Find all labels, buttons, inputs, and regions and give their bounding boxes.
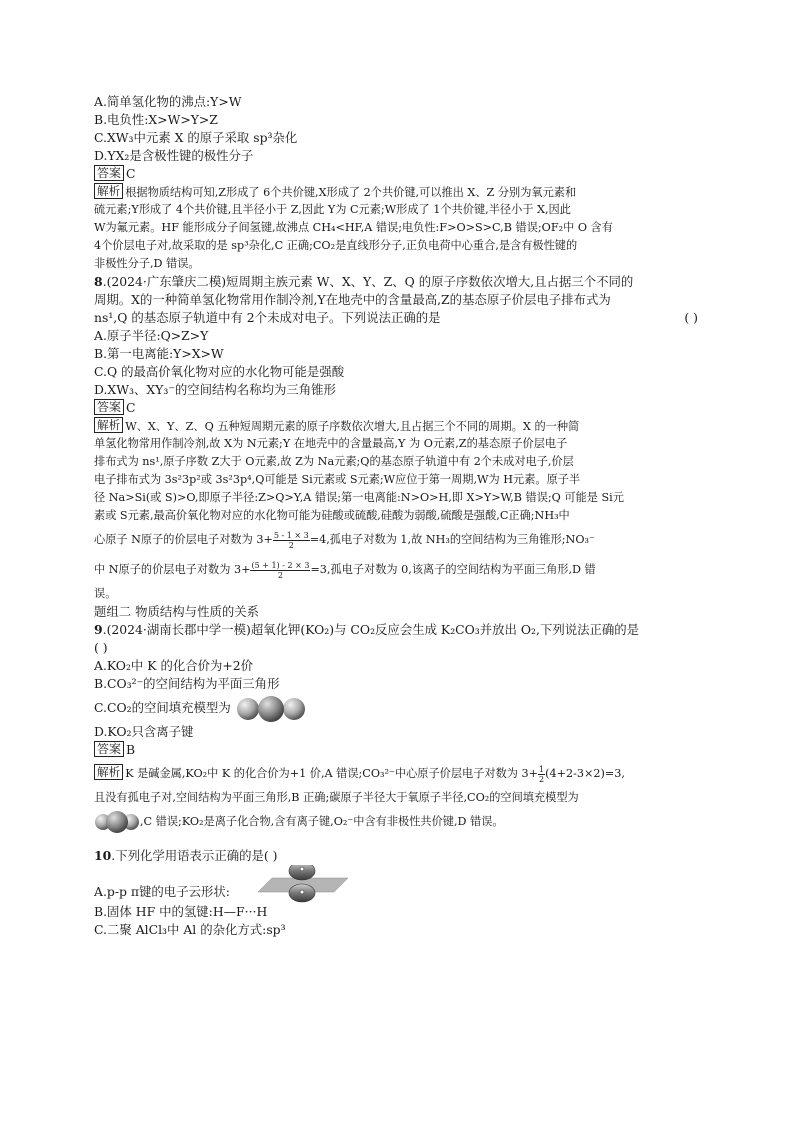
- q8-number: 8: [94, 274, 103, 289]
- q10-stem-line: 10.下列化学用语表示正确的是( ): [94, 848, 278, 863]
- q8-analysis-line: 排布式为 ns¹,原子序数 Z大于 O元素,故 Z为 Na元素;Q的基态原子轨道中有 2个未成对电子,价层: [94, 455, 574, 468]
- q10-number: 10: [94, 848, 112, 863]
- q9-option-d: D.KO₂只含离子键: [94, 724, 194, 739]
- q9-answer-value: B: [126, 742, 136, 757]
- q9-answer: [94, 741, 698, 759]
- analysis-tag: 解析: [94, 417, 123, 433]
- q7-option-c: C.XW₃中元素 X 的原子采取 sp³杂化: [94, 130, 298, 145]
- q7-analysis-line: 根据物质结构可知,Z形成了 6个共价键,X形成了 2个共价键,可以推出 X、Z 分别为氧元素和: [125, 186, 577, 199]
- q7-option-b: B.电负性:X>W>Y>Z: [94, 112, 218, 127]
- q8-option-b: B.第一电离能:Y>X>W: [94, 346, 224, 361]
- q7-answer-value: C: [126, 166, 136, 181]
- q8-analysis-line: 单氢化物常用作制冷剂,故 X为 N元素;Y 在地壳中的含量最高,Y 为 O元素,Z的基态原子价层电子: [94, 437, 568, 450]
- q8-analysis-line: 中 N原子的价层电子对数为 3+ $\frac{(5 + 1) - 2 \times 3}{2}$ =3,孤电子对数为 0,该离子的空间结构为平面三角形,D 错: [94, 560, 596, 580]
- q8-analysis-line: 素或 S元素,最高价氧化物对应的水化物可能为硅酸或硫酸,硅酸为弱酸,硫酸是强酸,C正确;NH₃中: [94, 509, 570, 522]
- q9-option-a: A.KO₂中 K 的化合价为+2价: [94, 658, 254, 673]
- q8-analysis: [94, 417, 698, 603]
- q9-stem-line: 9.(2024·湖南长郡中学一模)超氧化钾(KO₂)与 CO₂反应会生成 K₂CO₃并放出 O₂,下列说法正确的是: [94, 622, 640, 637]
- q8-analysis-line: W、X、Y、Z、Q 五种短周期元素的原子序数依次增大,且占据三个不同的周期。X 的一种简: [125, 420, 580, 433]
- q9-answer-paren: ( ): [94, 640, 108, 655]
- q8-option-d: D.XW₃、XY₃⁻的空间结构名称均为三角锥形: [94, 382, 336, 397]
- q8-analysis-line: 径 Na>Si(或 S)>O,即原子半径:Z>Q>Y,A 错误;第一电离能:N>O>H,即 X>Y>W,B 错误;Q 可能是 Si元: [94, 491, 624, 504]
- q8-answer-paren: ( ): [684, 310, 698, 325]
- q9-number: 9: [94, 622, 103, 637]
- q8-analysis-line: 心原子 N原子的价层电子对数为 3+ $\frac{5 - 1 \times 3}{2}$ =4,孤电子对数为 1,故 NH₃的空间结构为三角锥形;NO₃⁻: [94, 530, 595, 550]
- q7-option-d: D.YX₂是含极性键的极性分子: [94, 148, 254, 163]
- question-column: [94, 93, 698, 939]
- analysis-tag: 解析: [94, 764, 123, 780]
- q9-analysis: 解析 K 是碱金属,KO₂中 K 的化合价为+1 价,A 错误;CO₃²⁻中心原子价层电子对数为 3+ $\frac{1}{2}$ (4+2-3×2)=3, 且没有孤电子对,空间结构为平面三角形,B 正确;碳原子半径大于氧原子半径,CO₂的空间填充模型为 ,C 错误;KO₂是离子化合物,含有离子键,O₂⁻中含有非极性共价键,D 错误。: [94, 759, 698, 837]
- q8-option-c: C.Q 的最高价氧化物对应的水化物可能是强酸: [94, 364, 345, 379]
- q10-option-b: B.固体 HF 中的氢键:H—F···H: [94, 904, 268, 919]
- fraction: $\frac{1}{2}$: [539, 764, 545, 784]
- q10-option-c: C.二聚 AlCl₃中 Al 的杂化方式:sp³: [94, 922, 286, 937]
- answer-tag: 答案: [94, 399, 124, 415]
- q7-analysis-line: W为氟元素。HF 能形成分子间氢键,故沸点 CH₄<HF,A 错误;电负性:F>O>S>C,B 错误;OF₂中 O 含有: [94, 221, 613, 234]
- q8-answer-value: C: [126, 400, 136, 415]
- q8-stem-line: 周期。X的一种简单氢化物常用作制冷剂,Y在地壳中的含量最高,Z的基态原子价层电子排布式为: [94, 292, 611, 307]
- q8-stem-line: 8.(2024·广东肇庆二模)短周期主族元素 W、X、Y、Z、Q 的原子序数依次增大,且占据三个不同的: [94, 274, 634, 289]
- q8-answer: [94, 399, 698, 417]
- q7-answer: [94, 165, 698, 183]
- q8-analysis-line: 误。: [94, 587, 117, 600]
- q7-analysis-line: 4个价层电子对,故采取的是 sp³杂化,C 正确;CO₂是直线形分子,正负电荷中心重合,是含有极性键的: [94, 239, 578, 252]
- q8-stem-line: ns¹,Q 的基态原子轨道中有 2个未成对电子。下列说法正确的是 ( ): [94, 310, 698, 325]
- answer-tag: 答案: [94, 741, 124, 757]
- q7-analysis-line: 非极性分子,D 错误。: [94, 257, 200, 270]
- q7-option-a: A.简单氢化物的沸点:Y>W: [94, 94, 242, 109]
- q8-option-a: A.原子半径:Q>Z>Y: [94, 328, 209, 343]
- co2-space-filling-model-icon: [94, 809, 140, 835]
- q9-option-b: B.CO₃²⁻的空间结构为平面三角形: [94, 676, 280, 691]
- q9-option-c: C.CO₂的空间填充模型为: [94, 693, 698, 723]
- co2-space-filling-model-icon: [235, 695, 307, 723]
- answer-tag: 答案: [94, 165, 124, 181]
- pi-bond-orbital-icon: [256, 865, 350, 903]
- q9-analysis-line: ,C 错误;KO₂是离子化合物,含有离子键,O₂⁻中含有非极性共价键,D 错误。: [94, 807, 698, 837]
- q8-analysis-line: 电子排布式为 3s²3p²或 3s²3p⁴,Q可能是 Si元素或 S元素;W应位于第一周期,W为 H元素。原子半: [94, 473, 581, 486]
- fraction: $\frac{5 - 1 \times 3}{2}$: [273, 530, 309, 550]
- fraction: $\frac{(5 + 1) - 2 \times 3}{2}$: [251, 560, 310, 580]
- q7-analysis: [94, 183, 698, 273]
- q9-analysis-line: 且没有孤电子对,空间结构为平面三角形,B 正确;碳原子半径大于氧原子半径,CO₂的空间填充模型为: [94, 791, 579, 804]
- q10-option-a: A.p-p π键的电子云形状:: [94, 865, 698, 903]
- analysis-tag: 解析: [94, 183, 123, 199]
- q7-analysis-line: 硫元素;Y形成了 4个共价键,且半径小于 Z,因此 Y为 C元素;W形成了 1个共价键,半径小于 X,因此: [94, 203, 571, 216]
- section-heading: 题组二 物质结构与性质的关系: [94, 604, 260, 619]
